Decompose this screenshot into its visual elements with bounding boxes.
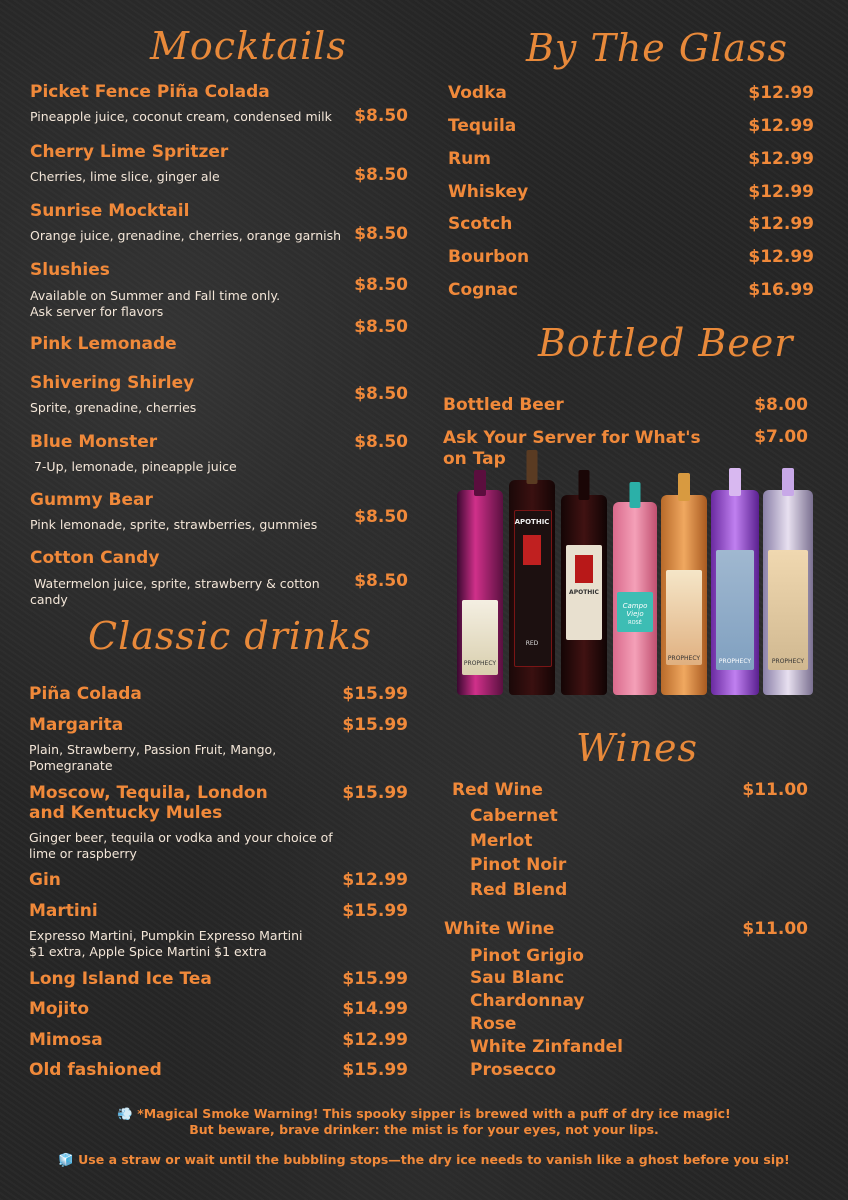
mocktail-name: Pink Lemonade [30,334,177,354]
classic-name: Mojito [29,999,90,1019]
mocktail-desc: Watermelon juice, sprite, strawberry & cotton candy [30,576,324,607]
classic-desc: Plain, Strawberry, Passion Fruit, Mango, Pomegranate [29,742,277,773]
spirit-name: Cognac [448,280,518,300]
wine-variety: Pinot Grigio [470,946,584,966]
bottle-label: APOTHIC [569,589,599,596]
mocktail-name: Cotton Candy [30,548,160,568]
classic-name: Gin [29,870,61,890]
classic-name: Margarita [29,715,124,735]
classic-name: Long Island Ice Tea [29,969,212,989]
mocktail-desc: Orange juice, grenadine, cherries, orange garnish [30,228,342,243]
wine-variety: Red Blend [470,880,568,900]
classic-name: Moscow, Tequila, London and Kentucky Mules [29,783,268,823]
mocktail-price: $8.50 [354,432,408,452]
classic-name: Mimosa [29,1030,103,1050]
bottle [711,490,759,695]
mocktails-heading: Mocktails [150,24,347,68]
mocktail-name: Picket Fence Piña Colada [30,82,270,102]
warning-line-1: 💨 *Magical Smoke Warning! This spooky sipper is brewed with a puff of dry ice magic! [117,1106,731,1121]
wine-variety: Pinot Noir [470,855,567,875]
bottle-label: PROPHECY [718,658,752,665]
spirit-name: Tequila [448,116,517,136]
wine-variety: Rose [470,1014,517,1034]
bottle-label: RED [525,640,539,647]
classic-price: $15.99 [342,684,408,704]
bottle [457,490,503,695]
spirit-price: $12.99 [748,83,814,103]
spirit-name: Vodka [448,83,507,103]
beer-name: Ask Your Server for What's on Tap [443,428,701,469]
mocktail-desc: 7-Up, lemonade, pineapple juice [30,459,237,474]
beer-price: $8.00 [754,395,808,415]
mocktail-desc: Sprite, grenadine, cherries [30,400,197,415]
wine-bottles-image [455,470,825,695]
spirit-price: $12.99 [748,182,814,202]
bottled-beer-heading: Bottled Beer [538,321,794,365]
wine-variety: White Zinfandel [470,1037,624,1057]
spirit-price: $12.99 [748,116,814,136]
spirit-price: $12.99 [748,149,814,169]
wine-variety: Prosecco [470,1060,557,1080]
classic-name: Martini [29,901,98,921]
classic-desc: Expresso Martini, Pumpkin Expresso Martini $1 extra, Apple Spice Martini $1 extra [29,928,303,959]
mocktail-price: $8.50 [354,384,408,404]
spirit-name: Rum [448,149,491,169]
classic-price: $14.99 [342,999,408,1019]
bottle [763,490,813,695]
classic-price: $12.99 [342,1030,408,1050]
by-the-glass-heading: By The Glass [526,26,789,70]
bottle-label: PROPHECY [771,658,805,665]
mocktail-name: Cherry Lime Spritzer [30,142,229,162]
smoke-icon: 💨 [117,1106,133,1121]
classic-drinks-heading: Classic drinks [88,614,373,658]
mocktail-name: Slushies [30,260,110,280]
classic-price: $15.99 [342,1060,408,1080]
bottle-label: PROPHECY [667,655,701,662]
bottle-label: APOTHIC [514,518,550,526]
mocktail-desc: Available on Summer and Fall time only. Ask server for flavors [30,288,281,319]
classic-name: Piña Colada [29,684,142,704]
bottle [561,495,607,695]
classic-name: Old fashioned [29,1060,162,1080]
bottle-label: PROPHECY [463,660,497,667]
wine-variety: Sau Blanc [470,968,565,988]
ice-cube-icon: 🧊 [58,1152,74,1167]
white-wine-name: White Wine [444,919,555,939]
mocktail-desc: Pink lemonade, sprite, strawberries, gummies [30,517,318,532]
red-wine-price: $11.00 [742,780,808,800]
spirit-price: $12.99 [748,214,814,234]
spirit-name: Whiskey [448,182,529,202]
beer-price: $7.00 [754,427,808,447]
bottle [613,502,657,695]
mocktail-name: Shivering Shirley [30,373,195,393]
mocktail-name: Gummy Bear [30,490,153,510]
spirit-name: Bourbon [448,247,530,267]
bottle-label: Campo Viejo [622,602,648,618]
wine-variety: Cabernet [470,806,558,826]
classic-price: $15.99 [342,969,408,989]
mocktail-price: $8.50 [354,317,408,337]
mocktail-price: $8.50 [354,275,408,295]
wines-heading: Wines [576,726,699,770]
warning-line-3: 🧊 Use a straw or wait until the bubbling stops—the dry ice needs to vanish like a ghost before you sip! [58,1152,790,1167]
mocktail-price: $8.50 [354,507,408,527]
mocktail-name: Sunrise Mocktail [30,201,190,221]
bottle [509,480,555,695]
beer-name: Bottled Beer [443,395,564,415]
mocktail-name: Blue Monster [30,432,158,452]
mocktail-desc: Cherries, lime slice, ginger ale [30,169,220,184]
wine-variety: Merlot [470,831,533,851]
classic-price: $15.99 [342,715,408,735]
warning-line-2: But beware, brave drinker: the mist is for your eyes, not your lips. [189,1122,659,1137]
red-wine-name: Red Wine [452,780,543,800]
spirit-name: Scotch [448,214,513,234]
white-wine-price: $11.00 [742,919,808,939]
mocktail-price: $8.50 [354,106,408,126]
bottle-label: ROSÉ [628,620,642,626]
spirit-price: $12.99 [748,247,814,267]
classic-price: $12.99 [342,870,408,890]
mocktail-desc: Pineapple juice, coconut cream, condensed milk [30,109,332,124]
bottle [661,495,707,695]
classic-desc: Ginger beer, tequila or vodka and your choice of lime or raspberry [29,830,333,861]
mocktail-price: $8.50 [354,224,408,244]
wine-variety: Chardonnay [470,991,585,1011]
mocktail-price: $8.50 [354,571,408,591]
mocktail-price: $8.50 [354,165,408,185]
classic-price: $15.99 [342,783,408,803]
classic-price: $15.99 [342,901,408,921]
spirit-price: $16.99 [748,280,814,300]
